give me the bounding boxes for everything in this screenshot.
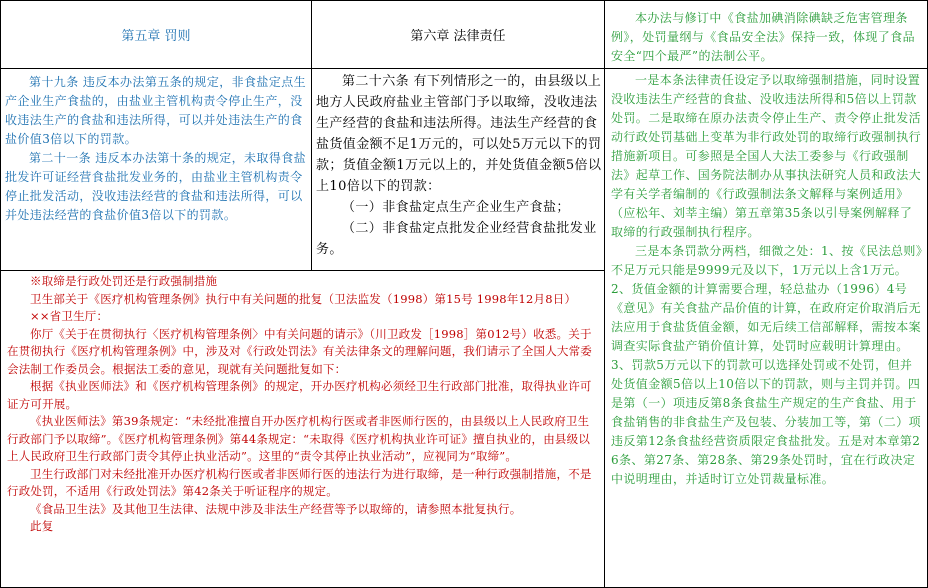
article-26-item-2: （二）非食盐定点批发企业经营食盐批发业务。 [316, 221, 597, 257]
new-article-cell [311, 68, 605, 271]
commentary-para-1: 一是本条法律责任设定予以取缔强制措施，同时设置没收违法生产经营的食盐、没收违法所得和5倍以上罚款处罚。二是取缔在原办法责令停止生产、责令停止批发活动行政处罚基础上变革为非行政处罚的取缔行政强制执行措施新项目。可参照是全国人大法工委参与《行政强制法》起草工作、国务院法制办从事执法研究人员和政法大学有关学者编制的《行政强制法条文解释与案例适用》（应松年、刘莘主编）第五章第35条以引导案例解释了取缔的行政强制执行程序。 [611, 73, 922, 239]
reply-para-2: 根据《执业医师法》和《医疗机构管理条例》的规定，开办医疗机构必须经卫生行政部门批准，取得执业许可证方可开展。 [7, 379, 592, 411]
reply-document-title: 卫生部关于《医疗机构管理条例》执行中有关问题的批复（卫法监发（1998）第15号 1998年12月8日） [30, 291, 577, 306]
article-21: 第二十一条 违反本办法第十条的规定，未取得食盐批发许可证经营食盐批发业务的，由盐业主管机构责令停止批发活动，没收违法经营的食盐和违法所得，可以并处违法经营的食盐价值3倍以下的罚款。 [5, 151, 307, 222]
article-26: 第二十六条 有下列情形之一的，由县级以上地方人民政府盐业主管部门予以取缔，没收违法生产经营的食盐和违法所得。违法生产经营的食盐货值金额不足1万元的，可以处5万元以下的罚款；货值金额1万元以上的，并处货值金额5倍以上10倍以下的罚款： [316, 74, 602, 194]
old-articles-cell [0, 68, 312, 271]
reply-addressee: ××省卫生厅： [30, 309, 109, 323]
article-19: 第十九条 违反本办法第五条的规定，非食盐定点生产企业生产食盐的，由盐业主管机构责令停止生产，没收违法生产的食盐和违法所得，可以并处违法生产的食盐价值3倍以下的罚款。 [5, 75, 307, 146]
chapter5-header: 第五章 罚则 [121, 29, 191, 44]
batch-reply-note-cell [0, 270, 605, 588]
commentary-top-cell [604, 0, 928, 69]
commentary-body-cell [604, 68, 928, 588]
chapter6-header: 第六章 法律责任 [410, 29, 506, 44]
commentary-para-2: 三是本条罚款分两档，细微之处：1、按《民法总则》不足万元只能是9999元及以下，1万元以上含1万元。2、货值金额的计算需要合理，轻总盐办（1996）4号《意见》有关食盐产品价值的计算，在政府定价取消后无法应用于食盐货值金额，如无后续工信部解释，需按本案调查实际食盐产销价值计算，处罚时应载明计算理由。3、罚款5万元以下的罚款可以选择处罚或不处罚，但并处货值金额5倍以上10倍以下的罚款，则与主罚并罚。四是第（一）项违反第8条食盐生产规定的生产食盐、用于食盐销售的非食盐生产及包装、分装加工等，第（二）项违反第12条食盐经营资质限定食盐批发。五是对本章第26条、第27条、第28条、第29条处罚时，宜在行政决定中说明理由，并适时订立处罚裁量标准。 [611, 244, 923, 486]
article-26-item-1: （一）非食盐定点生产企业生产食盐； [342, 200, 570, 215]
chapter6-header-cell [311, 0, 605, 69]
reply-para-4: 卫生行政部门对未经批准开办医疗机构行医或者非医师行医的违法行为进行取缔，是一种行政强制措施，不是行政处罚，不适用《行政处罚法》第42条关于听证程序的规定。 [7, 466, 592, 498]
note-title: ※取缔是行政处罚还是行政强制措施 [30, 274, 218, 288]
reply-closing: 此复 [30, 519, 54, 533]
reply-para-3: 《执业医师法》第39条规定：“未经批准擅自开办医疗机构行医或者非医师行医的，由县级以上人民政府卫生行政部门予以取缔”。《医疗机构管理条例》第44条规定：“未取得《医疗机构执业许可证》擅自执业的，由县级以上人民政府卫生行政部门责令其停止执业活动”。这里的“责令其停止执业活动”，应视同为“取缔”。 [7, 414, 591, 463]
chapter5-header-cell [0, 0, 312, 69]
reply-para-1: 你厅《关于在贯彻执行〈医疗机构管理条例〉中有关问题的请示》（川卫政发［1998］第012号）收悉。关于在贯彻执行《医疗机构管理条例》中，涉及对《行政处罚法》有关法律条文的理解问题，我们请示了全国人大常委会法制工作委员会。根据法工委的意见，现就有关问题批复如下： [7, 326, 592, 376]
commentary-intro: 本办法与修订中《食盐加碘消除碘缺乏危害管理条例》，处罚量纲与《食品安全法》保持一致，体现了食品安全“四个最严”的法制公平。 [611, 11, 916, 63]
reply-para-5: 《食品卫生法》及其他卫生法律、法规中涉及非法生产经营等予以取缔的，请参照本批复执行。 [30, 501, 522, 516]
